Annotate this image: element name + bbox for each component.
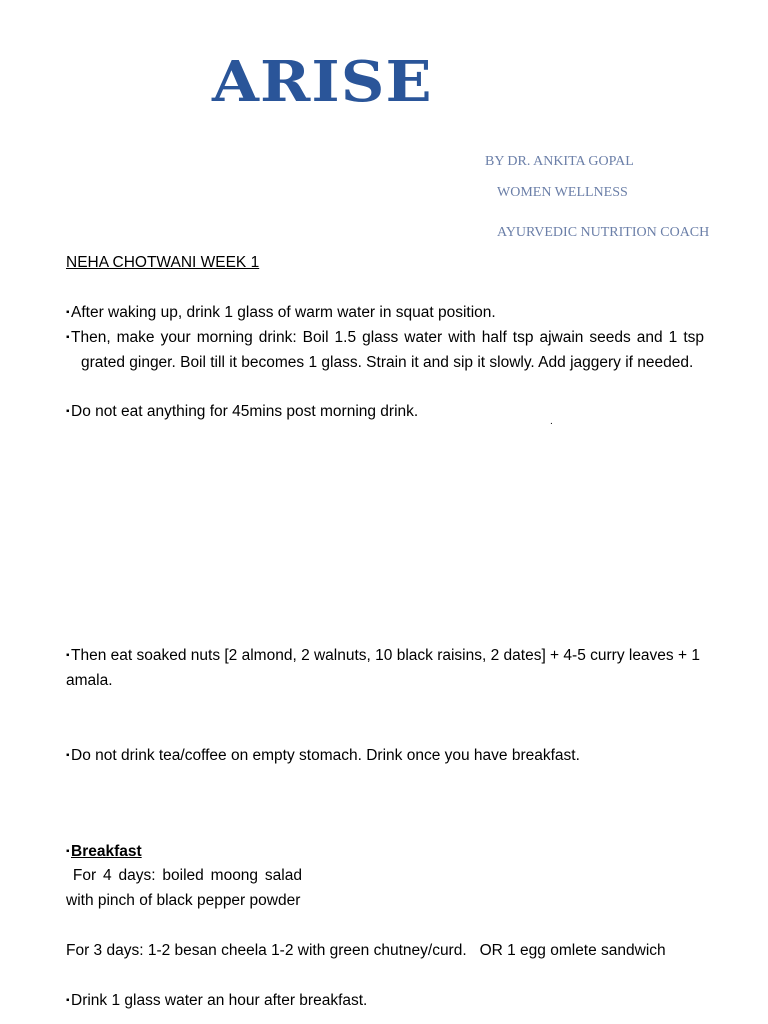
breakfast-heading-item [66,840,704,865]
breakfast-option-4-days: For 4 days: boiled moong salad with pinch of black pepper powder [66,867,307,909]
list-item [66,326,704,375]
bullet-icon: ▪ [66,750,70,761]
list-item [66,989,704,1014]
bullet-icon: ▪ [66,406,70,417]
arise-logo: ARISE [212,49,433,115]
breakfast-heading: Breakfast [71,843,142,860]
list-item [66,301,704,326]
breakfast-option-3-days: For 3 days: 1-2 besan cheela 1-2 with green chutney/curd. OR 1 egg omlete sandwich [66,942,666,959]
bullet-icon: ▪ [66,995,70,1006]
list-item-text: Do not eat anything for 45mins post morning drink. [71,403,419,420]
women-wellness-line: WOMEN WELLNESS [497,185,628,200]
list-item [66,400,704,425]
stray-mark: . [550,416,553,427]
list-item-text: After waking up, drink 1 glass of warm water in squat position. [71,304,496,321]
author-line: BY DR. ANKITA GOPAL [485,154,634,169]
document-title: NEHA CHOTWANI WEEK 1 [66,254,260,271]
list-item [66,644,704,693]
list-item [66,744,704,769]
bullet-icon: ▪ [66,332,70,343]
bullet-icon: ▪ [66,650,70,661]
list-item-text: Then eat soaked nuts [2 almond, 2 walnuts, 10 black raisins, 2 dates] + 4-5 curry leaves + 1 amala. [66,647,700,689]
list-item-text: Drink 1 glass water an hour after breakfast. [71,992,368,1009]
bullet-icon: ▪ [66,846,70,857]
bullet-icon: ▪ [66,307,70,318]
list-item-text: Do not drink tea/coffee on empty stomach. Drink once you have breakfast. [71,747,580,764]
nutrition-coach-line: AYURVEDIC NUTRITION COACH [497,225,710,240]
list-item-text: Then, make your morning drink: Boil 1.5 glass water with half tsp ajwain seeds and 1 tsp grated ginger. Boil till it becomes 1 glass. Strain it and sip it slowly. Add jaggery if needed. [71,329,704,371]
